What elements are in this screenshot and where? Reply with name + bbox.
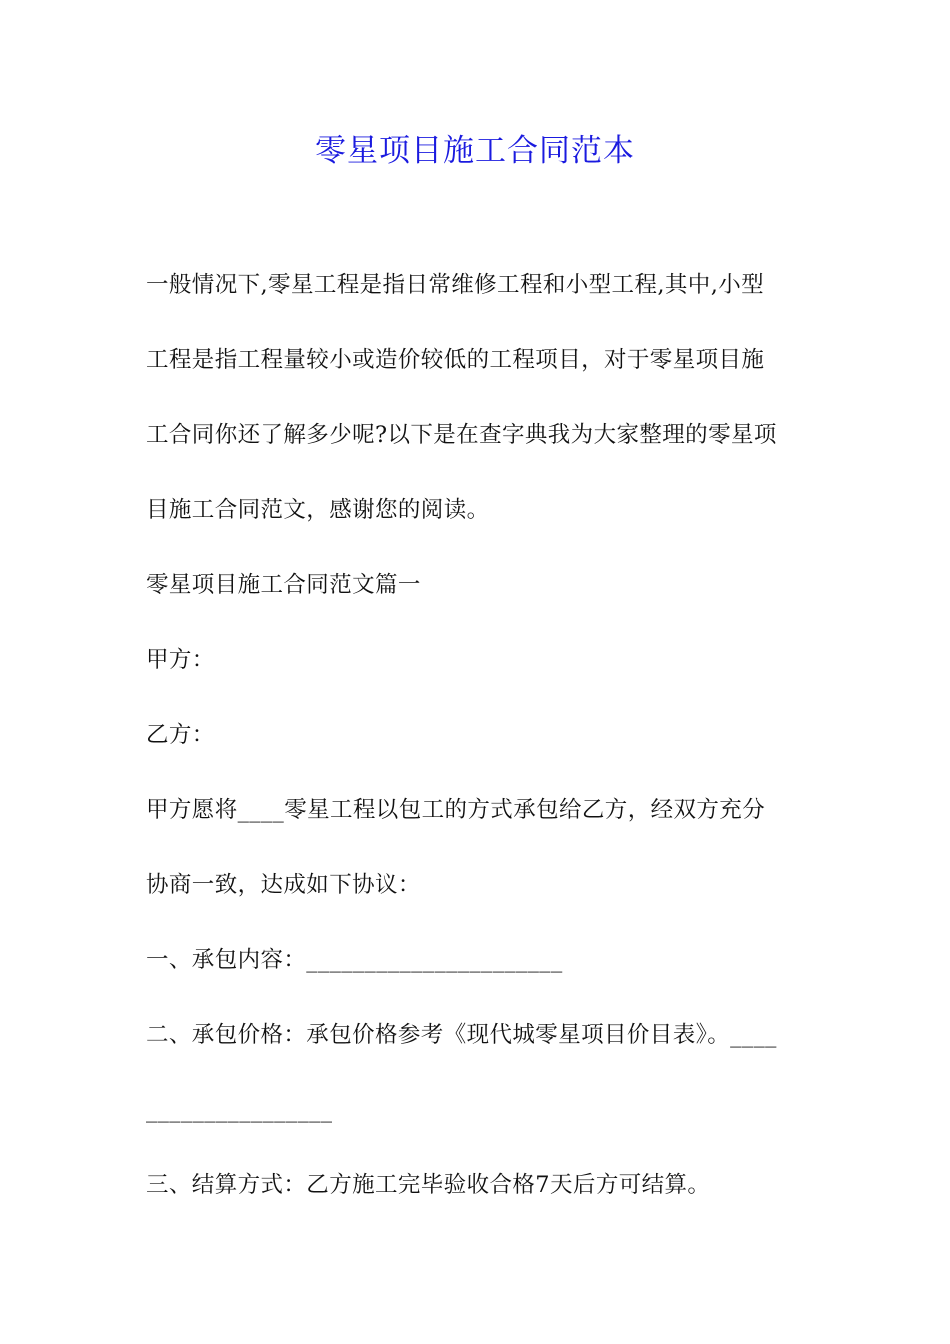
party-a-line: 甲方： (146, 647, 215, 673)
section-heading: 零星项目施工合同范文篇一 (146, 572, 421, 598)
party-b-line: 乙方： (146, 722, 215, 748)
clause-2-blank: ________________ (146, 1097, 333, 1123)
clause-3-settlement: 三、结算方式：乙方施工完毕验收合格7天后方可结算。 (146, 1172, 711, 1198)
clause-2-price: 二、承包价格：承包价格参考《现代城零星项目价目表》。____ (146, 1022, 777, 1048)
paragraph-line-4: 目施工合同范文，感谢您的阅读。 (146, 497, 490, 523)
clause-1-content: 一、承包内容：______________________ (146, 947, 563, 973)
paragraph-line-2: 工程是指工程量较小或造价较低的工程项目，对于零星项目施 (146, 347, 765, 373)
agreement-line-1: 甲方愿将____零星工程以包工的方式承包给乙方，经双方充分 (146, 797, 766, 823)
agreement-line-2: 协商一致，达成如下协议： (146, 872, 421, 898)
paragraph-line-1: 一般情况下,零星工程是指日常维修工程和小型工程,其中,小型 (146, 272, 765, 298)
paragraph-line-3: 工合同你还了解多少呢?以下是在查字典我为大家整理的零星项 (146, 422, 777, 448)
document-title: 零星项目施工合同范本 (315, 133, 635, 169)
